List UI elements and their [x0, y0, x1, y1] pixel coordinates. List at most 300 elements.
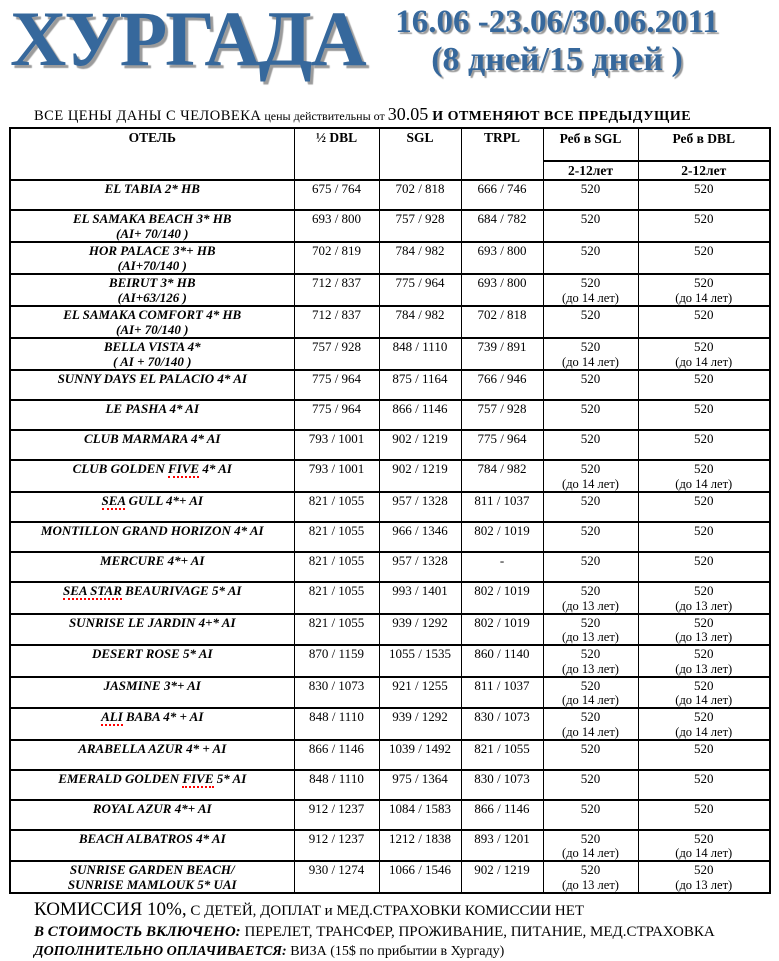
extra-payment-label: ДОПОЛНИТЕЛЬНО ОПЛАЧИВАЕТСЯ:: [34, 943, 287, 959]
child-price: 520: [580, 677, 601, 693]
price-half-dbl-cell: 757 / 928: [294, 338, 379, 370]
hotel-name-text: BELLA VISTA 4*: [103, 339, 201, 355]
child-dbl-cell: [638, 552, 770, 582]
price-table-head: [10, 128, 770, 180]
hotel-cell: [10, 400, 294, 430]
col-header-sgl: SGL: [379, 128, 461, 180]
price-half-dbl-cell: 775 / 964: [294, 370, 379, 400]
hotel-name-text: LE PASHA 4* AI: [105, 401, 200, 417]
hotel-name: [13, 462, 292, 477]
child-sgl-cell: [543, 400, 638, 430]
price-sgl-cell: 939 / 1292: [379, 708, 461, 740]
table-row: [10, 430, 770, 460]
child-dbl-cell: [638, 740, 770, 770]
child-dbl-cell: [638, 370, 770, 400]
table-row: [10, 614, 770, 646]
price-table-body: [10, 180, 770, 893]
child-price: 520: [580, 800, 601, 816]
hotel-name-text: MERCURE 4*+ AI: [100, 553, 205, 569]
price-table: [9, 127, 771, 894]
child-sgl-cell: [543, 800, 638, 830]
child-age-note: (до 14 лет): [562, 724, 619, 739]
price-sgl-cell: 1084 / 1583: [379, 800, 461, 830]
hotel-name: [13, 742, 292, 757]
child-dbl-cell: [638, 338, 770, 370]
child-price: 520: [694, 740, 714, 756]
table-row: [10, 400, 770, 430]
price-trpl-cell: 830 / 1073: [461, 708, 543, 740]
child-age-note: (до 13 лет): [675, 877, 733, 892]
child-sgl-cell: [543, 492, 638, 522]
price-sgl-cell: 1039 / 1492: [379, 740, 461, 770]
hotel-name: [13, 182, 292, 197]
child-age-note: (до 13 лет): [562, 877, 619, 892]
hotel-name: [13, 308, 292, 323]
child-sgl-cell: [543, 370, 638, 400]
child-price: 520: [694, 583, 714, 599]
price-trpl-cell: 830 / 1073: [461, 770, 543, 800]
hotel-name-misspelled-text: ALI: [101, 709, 123, 725]
hotel-cell: [10, 460, 294, 492]
included-label: В СТОИМОСТЬ ВКЛЮЧЕНО:: [34, 924, 241, 941]
col-header-child-sgl-age: 2-12лет: [544, 160, 638, 178]
child-dbl-cell: [638, 677, 770, 709]
col-header-half-dbl: ½ DBL: [294, 128, 379, 180]
child-age-note: (до 14 лет): [562, 846, 619, 861]
hotel-name: [13, 584, 292, 599]
hotel-name: [13, 244, 292, 259]
price-validity-note: [34, 104, 771, 125]
child-price: 520: [580, 431, 601, 447]
hotel-name-text: EL TABIA 2* HB: [104, 181, 200, 196]
child-price: 520: [580, 583, 601, 599]
price-sgl-cell: 939 / 1292: [379, 614, 461, 646]
child-price: 520: [580, 401, 601, 417]
child-price: 520: [580, 275, 601, 291]
price-sgl-cell: 784 / 982: [379, 242, 461, 274]
price-half-dbl-cell: 793 / 1001: [294, 460, 379, 492]
tour-dates: [343, 4, 771, 81]
included-details: ПЕРЕЛЕТ, ТРАНСФЕР, ПРОЖИВАНИЕ, ПИТАНИЕ, МЕД.СТРАХОВКА: [240, 924, 715, 941]
col-header-child-dbl-age: 2-12лет: [639, 160, 770, 178]
hotel-cell: [10, 274, 294, 306]
table-row: [10, 492, 770, 522]
hotel-name: [13, 402, 292, 417]
hotel-name: [13, 679, 292, 694]
table-row: [10, 274, 770, 306]
hotel-cell: [10, 242, 294, 274]
hotel-name-text: CLUB MARMARA 4* AI: [84, 431, 221, 447]
child-sgl-cell: [543, 677, 638, 709]
tour-dates-range: 16.06 -23.06/30.06.2011: [395, 4, 719, 40]
child-price: 520: [694, 493, 714, 509]
price-sgl-cell: 957 / 1328: [379, 492, 461, 522]
hotel-name-misspelled-text: SEA: [101, 493, 126, 509]
child-price: 520: [694, 830, 714, 846]
hotel-name: [13, 212, 292, 227]
price-trpl-cell: 811 / 1037: [461, 677, 543, 709]
hotel-name-text: HOR PALACE 3*+ HB: [88, 243, 216, 259]
note-valid-from: цены действительны от: [261, 109, 388, 123]
price-trpl-cell: 902 / 1219: [461, 861, 543, 893]
price-sgl-cell: 921 / 1255: [379, 677, 461, 709]
hotel-name: [13, 832, 292, 847]
price-trpl-cell: 802 / 1019: [461, 522, 543, 552]
price-half-dbl-cell: 821 / 1055: [294, 614, 379, 646]
child-age-note: (до 14 лет): [675, 290, 733, 305]
hotel-name-text: SUNRISE LE JARDIN 4+* AI: [68, 614, 236, 630]
hotel-name-text: BEAURIVAGE 5* AI: [121, 583, 242, 599]
table-row: [10, 370, 770, 400]
child-price: 520: [580, 646, 601, 662]
hotel-name: [13, 647, 292, 662]
price-sgl-cell: 1212 / 1838: [379, 830, 461, 862]
child-price: 520: [580, 523, 601, 539]
child-dbl-cell: [638, 861, 770, 893]
hotel-cell: [10, 582, 294, 614]
hotel-name-text: DESERT ROSE 5* AI: [91, 646, 213, 662]
price-half-dbl-cell: 930 / 1274: [294, 861, 379, 893]
hotel-name: [13, 524, 292, 539]
child-age-note: (до 13 лет): [675, 630, 733, 645]
child-price: 520: [694, 614, 714, 630]
child-dbl-cell: [638, 180, 770, 210]
price-half-dbl-cell: 775 / 964: [294, 400, 379, 430]
child-price: 520: [580, 307, 601, 323]
hotel-name-text: 5* AI: [213, 770, 247, 786]
child-sgl-cell: [543, 582, 638, 614]
hotel-cell: [10, 180, 294, 210]
child-price: 520: [580, 740, 601, 756]
child-price: 520: [580, 211, 601, 226]
table-row: [10, 830, 770, 862]
child-price: 520: [694, 862, 714, 878]
child-sgl-cell: [543, 180, 638, 210]
hotel-name: [13, 772, 292, 787]
table-row: [10, 582, 770, 614]
child-sgl-cell: [543, 274, 638, 306]
price-trpl-cell: 775 / 964: [461, 430, 543, 460]
hotel-cell: [10, 614, 294, 646]
col-header-child-dbl-label: Реб в DBL: [672, 131, 736, 146]
price-trpl-cell: 693 / 800: [461, 274, 543, 306]
child-sgl-cell: [543, 552, 638, 582]
child-dbl-cell: [638, 522, 770, 552]
child-dbl-cell: [638, 708, 770, 740]
child-dbl-cell: [638, 274, 770, 306]
child-price: 520: [580, 243, 601, 259]
price-sgl-cell: 975 / 1364: [379, 770, 461, 800]
hotel-name-text: SUNRISE GARDEN BEACH/: [69, 862, 235, 878]
price-trpl-cell: 693 / 800: [461, 242, 543, 274]
child-sgl-cell: [543, 338, 638, 370]
price-half-dbl-cell: 821 / 1055: [294, 492, 379, 522]
child-price: 520: [694, 401, 714, 417]
child-age-note: (до 14 лет): [675, 693, 733, 708]
price-sgl-cell: 957 / 1328: [379, 552, 461, 582]
child-dbl-cell: [638, 830, 770, 862]
child-age-note: (до 13 лет): [562, 630, 619, 645]
price-half-dbl-cell: 821 / 1055: [294, 552, 379, 582]
hotel-name-text: BEACH ALBATROS 4* AI: [78, 830, 226, 846]
child-price: 520: [580, 461, 601, 477]
price-half-dbl-cell: 848 / 1110: [294, 708, 379, 740]
child-sgl-cell: [543, 306, 638, 338]
commission-details: С ДЕТЕЙ, ДОПЛАТ и МЕД.СТРАХОВКИ КОМИССИИ НЕТ: [186, 903, 585, 920]
child-dbl-cell: [638, 614, 770, 646]
price-sgl-cell: 784 / 982: [379, 306, 461, 338]
child-price: 520: [580, 770, 601, 786]
table-row: [10, 552, 770, 582]
child-price: 520: [694, 523, 714, 539]
hotel-name: [13, 276, 292, 291]
hotel-name: [13, 494, 292, 509]
hotel-name-text: ROYAL AZUR 4*+ AI: [92, 800, 212, 816]
note-cancels-previous: И ОТМЕНЯЮТ ВСЕ ПРЕДЫДУЩИЕ: [428, 109, 692, 124]
child-sgl-cell: [543, 770, 638, 800]
price-trpl-cell: 684 / 782: [461, 210, 543, 242]
table-row: [10, 460, 770, 492]
child-dbl-cell: [638, 242, 770, 274]
hotel-name-text: ARABELLA AZUR 4* + AI: [78, 740, 227, 756]
table-row: [10, 338, 770, 370]
child-age-note: (до 14 лет): [562, 354, 619, 369]
child-price: 520: [580, 339, 601, 355]
price-half-dbl-cell: 712 / 837: [294, 274, 379, 306]
price-sgl-cell: 966 / 1346: [379, 522, 461, 552]
child-price: 520: [580, 830, 601, 846]
table-row: [10, 861, 770, 893]
child-sgl-cell: [543, 861, 638, 893]
child-sgl-cell: [543, 740, 638, 770]
price-trpl-cell: 766 / 946: [461, 370, 543, 400]
hotel-cell: [10, 492, 294, 522]
hotel-meal-plan: ( AI + 70/140 ): [113, 353, 192, 369]
hotel-meal-plan: SUNRISE MAMLOUK 5* UAI: [67, 876, 237, 892]
price-sgl-cell: 993 / 1401: [379, 582, 461, 614]
child-price: 520: [694, 431, 714, 447]
child-age-note: (до 14 лет): [562, 477, 619, 492]
hotel-cell: [10, 740, 294, 770]
price-trpl-cell: 784 / 982: [461, 460, 543, 492]
note-all-prices: ВСЕ ЦЕНЫ ДАНЫ С ЧЕЛОВЕКА: [34, 108, 262, 124]
table-row: [10, 800, 770, 830]
header-row: [10, 128, 770, 180]
child-price: 520: [694, 339, 714, 355]
hotel-name-text: GULL 4*+ AI: [125, 493, 203, 509]
hotel-name-text: EL SAMAKA BEACH 3* HB: [73, 211, 232, 226]
child-price: 520: [694, 243, 714, 259]
hotel-cell: [10, 861, 294, 893]
price-half-dbl-cell: 702 / 819: [294, 242, 379, 274]
child-age-note: (до 14 лет): [562, 693, 619, 708]
child-sgl-cell: [543, 242, 638, 274]
child-price: 520: [694, 677, 714, 693]
child-dbl-cell: [638, 492, 770, 522]
price-sgl-cell: 702 / 818: [379, 180, 461, 210]
child-price: 520: [580, 181, 601, 196]
hotel-name-text: BABA 4* + AI: [122, 709, 204, 725]
price-sgl-cell: 875 / 1164: [379, 370, 461, 400]
price-trpl-cell: 702 / 818: [461, 306, 543, 338]
hotel-name-misspelled-text: FIVE: [168, 461, 200, 477]
child-age-note: (до 14 лет): [562, 290, 619, 305]
hotel-name: [13, 710, 292, 725]
price-trpl-cell: 739 / 891: [461, 338, 543, 370]
price-half-dbl-cell: 821 / 1055: [294, 582, 379, 614]
child-dbl-cell: [638, 770, 770, 800]
hotel-name: [13, 340, 292, 355]
hotel-cell: [10, 677, 294, 709]
table-row: [10, 740, 770, 770]
destination-title: ХУРГАДА: [10, 0, 365, 82]
table-row: [10, 645, 770, 677]
child-dbl-cell: [638, 430, 770, 460]
table-row: [10, 242, 770, 274]
child-price: 520: [694, 181, 714, 196]
child-age-note: (до 13 лет): [675, 598, 733, 613]
extra-payment-details: ВИЗА (15$ по прибытии в Хургаду): [290, 943, 505, 959]
child-price: 520: [694, 461, 714, 477]
hotel-name-text: SUNNY DAYS EL PALACIO 4* AI: [57, 371, 247, 387]
price-half-dbl-cell: 675 / 764: [294, 180, 379, 210]
child-sgl-cell: [543, 645, 638, 677]
hotel-cell: [10, 306, 294, 338]
price-half-dbl-cell: 866 / 1146: [294, 740, 379, 770]
price-sgl-cell: 1055 / 1535: [379, 645, 461, 677]
price-sgl-cell: 902 / 1219: [379, 460, 461, 492]
child-price: 520: [694, 646, 714, 662]
child-age-note: (до 14 лет): [675, 354, 733, 369]
hotel-cell: [10, 770, 294, 800]
child-price: 520: [580, 493, 601, 509]
price-sgl-cell: 848 / 1110: [379, 338, 461, 370]
child-dbl-cell: [638, 306, 770, 338]
child-price: 520: [694, 211, 714, 226]
hotel-cell: [10, 522, 294, 552]
col-header-child-sgl-label: Реб в SGL: [559, 131, 622, 146]
child-age-note: (до 14 лет): [675, 477, 733, 492]
child-age-note: (до 14 лет): [675, 846, 733, 861]
price-trpl-cell: -: [461, 552, 543, 582]
price-trpl-cell: 802 / 1019: [461, 614, 543, 646]
table-row: [10, 180, 770, 210]
child-price: 520: [694, 770, 714, 786]
hotel-cell: [10, 552, 294, 582]
hotel-name-text: BEIRUT 3* HB: [108, 275, 196, 291]
hotel-meal-plan: (AI+ 70/140 ): [116, 225, 189, 241]
hotel-name-text: MONTILLON GRAND HORIZON 4* AI: [40, 523, 264, 539]
child-price: 520: [694, 709, 714, 725]
col-header-trpl: TRPL: [461, 128, 543, 180]
price-trpl-cell: 666 / 746: [461, 180, 543, 210]
hotel-cell: [10, 338, 294, 370]
table-row: [10, 770, 770, 800]
price-sgl-cell: 902 / 1219: [379, 430, 461, 460]
price-trpl-cell: 866 / 1146: [461, 800, 543, 830]
price-trpl-cell: 860 / 1140: [461, 645, 543, 677]
child-price: 520: [694, 371, 714, 387]
price-half-dbl-cell: 870 / 1159: [294, 645, 379, 677]
hotel-cell: [10, 645, 294, 677]
hotel-name-text: EL SAMAKA COMFORT 4* HB: [63, 307, 242, 323]
hotel-meal-plan: (AI+63/126 ): [117, 289, 187, 305]
child-age-note: (до 14 лет): [675, 724, 733, 739]
hotel-cell: [10, 370, 294, 400]
child-price: 520: [694, 553, 714, 569]
price-half-dbl-cell: 821 / 1055: [294, 522, 379, 552]
hotel-cell: [10, 800, 294, 830]
child-price: 520: [694, 307, 714, 323]
hotel-name-misspelled-text: FIVE: [182, 770, 214, 786]
hotel-cell: [10, 708, 294, 740]
col-header-child-dbl: [638, 128, 770, 180]
hotel-cell: [10, 430, 294, 460]
hotel-name-text: 4* AI: [199, 461, 232, 477]
hotel-name: [13, 616, 292, 631]
child-dbl-cell: [638, 210, 770, 242]
hotel-cell: [10, 830, 294, 862]
child-price: 520: [580, 709, 601, 725]
hotel-name: [13, 372, 292, 387]
child-sgl-cell: [543, 210, 638, 242]
table-row: [10, 522, 770, 552]
hotel-meal-plan: (AI+70/140 ): [117, 257, 187, 273]
child-price: 520: [694, 800, 714, 816]
hotel-name: [13, 554, 292, 569]
price-half-dbl-cell: 912 / 1237: [294, 800, 379, 830]
child-price: 520: [580, 614, 601, 630]
price-half-dbl-cell: 830 / 1073: [294, 677, 379, 709]
commission-amount: КОМИССИЯ 10%,: [34, 899, 187, 921]
tour-dates-duration: (8 дней/15 дней ): [431, 41, 683, 79]
price-trpl-cell: 811 / 1037: [461, 492, 543, 522]
col-header-child-sgl: [543, 128, 638, 180]
child-sgl-cell: [543, 460, 638, 492]
included-line: [34, 923, 771, 943]
hotel-name: [13, 432, 292, 447]
child-dbl-cell: [638, 645, 770, 677]
table-row: [10, 210, 770, 242]
child-dbl-cell: [638, 582, 770, 614]
table-row: [10, 677, 770, 709]
price-half-dbl-cell: 712 / 837: [294, 306, 379, 338]
child-age-note: (до 13 лет): [562, 661, 619, 676]
price-sgl-cell: 775 / 964: [379, 274, 461, 306]
document-footer: [34, 898, 771, 960]
hotel-meal-plan: (AI+ 70/140 ): [116, 321, 189, 337]
child-price: 520: [694, 275, 714, 291]
price-half-dbl-cell: 793 / 1001: [294, 430, 379, 460]
price-trpl-cell: 893 / 1201: [461, 830, 543, 862]
note-valid-date: 30.05: [387, 104, 429, 124]
price-sgl-cell: 757 / 928: [379, 210, 461, 242]
child-dbl-cell: [638, 460, 770, 492]
price-sgl-cell: 866 / 1146: [379, 400, 461, 430]
child-age-note: (до 13 лет): [562, 598, 619, 613]
child-sgl-cell: [543, 708, 638, 740]
hotel-name-text: EMERALD GOLDEN: [58, 770, 183, 786]
hotel-name-text: CLUB GOLDEN: [72, 461, 168, 477]
table-row: [10, 708, 770, 740]
hotel-name-misspelled-text: SEA STAR: [63, 583, 122, 599]
child-price: 520: [580, 862, 601, 878]
price-trpl-cell: 757 / 928: [461, 400, 543, 430]
child-age-note: (до 13 лет): [675, 661, 733, 676]
col-header-hotel: ОТЕЛЬ: [10, 128, 294, 180]
price-trpl-cell: 802 / 1019: [461, 582, 543, 614]
price-half-dbl-cell: 693 / 800: [294, 210, 379, 242]
